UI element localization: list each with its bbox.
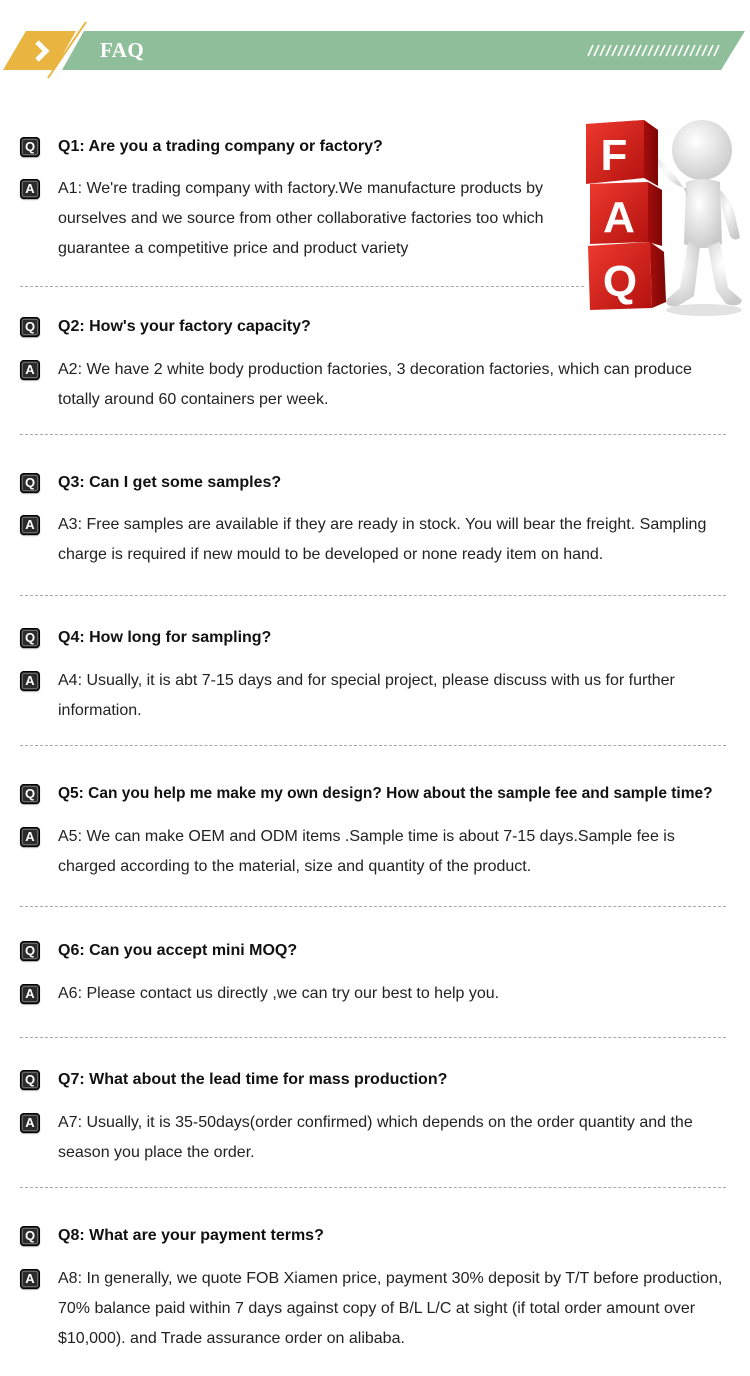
faq-question-row	[20, 784, 713, 804]
faq-question: Q4: How long for sampling?	[58, 629, 272, 646]
faq-answer: A4: Usually, it is abt 7-15 days and for special project, please discuss with us for further information.	[58, 672, 675, 719]
faq-divider	[20, 1187, 726, 1188]
faq-answer-row	[20, 1113, 708, 1168]
answer-badge-icon: A	[20, 1113, 40, 1133]
faq-cubes-figure-illustration	[582, 112, 748, 318]
faq-divider	[20, 745, 726, 746]
faq-question: Q1: Are you a trading company or factory?	[58, 138, 383, 155]
answer-badge-icon: A	[20, 1269, 40, 1289]
faq-divider	[20, 434, 726, 435]
faq-question: Q7: What about the lead time for mass production?	[58, 1071, 448, 1088]
faq-question: Q3: Can I get some samples?	[58, 474, 282, 491]
faq-question-row	[20, 317, 311, 337]
banner-band	[62, 31, 745, 70]
answer-badge-icon: A	[20, 360, 40, 380]
question-badge-icon: Q	[20, 941, 40, 961]
answer-badge-icon: A	[20, 179, 40, 199]
question-badge-icon: Q	[20, 628, 40, 648]
faq-divider	[20, 595, 726, 596]
question-badge-icon: Q	[20, 137, 40, 157]
faq-divider	[20, 906, 726, 907]
faq-answer-row	[20, 671, 698, 726]
question-badge-icon: Q	[20, 784, 40, 804]
faq-answer: A6: Please contact us directly ,we can try our best to help you.	[58, 985, 500, 1002]
faq-question-row	[20, 1070, 447, 1090]
faq-question-row	[20, 473, 281, 493]
faq-answer-row	[20, 1269, 730, 1354]
faq-question: Q5: Can you help me make my own design? How about the sample fee and sample time?	[58, 785, 713, 802]
faq-question: Q6: Can you accept mini MOQ?	[58, 942, 298, 959]
answer-badge-icon: A	[20, 827, 40, 847]
question-badge-icon: Q	[20, 317, 40, 337]
faq-answer-row	[20, 360, 718, 415]
question-badge-icon: Q	[20, 473, 40, 493]
faq-question-row	[20, 1226, 324, 1246]
faq-question: Q2: How's your factory capacity?	[58, 318, 311, 335]
faq-question-row	[20, 941, 297, 961]
faq-answer: A2: We have 2 white body production factories, 3 decoration factories, which can produce totally around 60 containers per week.	[58, 361, 692, 408]
cube-letter-a	[590, 182, 662, 246]
answer-badge-icon: A	[20, 515, 40, 535]
page-title: FAQ	[100, 38, 145, 62]
faq-answer-row	[20, 179, 558, 264]
white-figure	[652, 120, 742, 316]
faq-answer: A5: We can make OEM and ODM items .Sample time is about 7-15 days.Sample fee is charged according to the material, size and quantity of the product.	[58, 828, 675, 875]
faq-question-row	[20, 137, 383, 157]
faq-divider	[20, 286, 584, 287]
svg-text:Q: Q	[602, 257, 638, 306]
svg-text:F: F	[600, 131, 628, 180]
question-badge-icon: Q	[20, 1070, 40, 1090]
banner-accent-shape	[3, 31, 76, 70]
cube-letter-f	[586, 120, 658, 186]
faq-banner	[0, 0, 750, 80]
faq-question: Q8: What are your payment terms?	[58, 1227, 324, 1244]
faq-answer: A7: Usually, it is 35-50days(order confirmed) which depends on the order quantity and the season you place the order.	[58, 1114, 693, 1161]
faq-divider	[20, 1037, 726, 1038]
faq-answer-row	[20, 515, 728, 570]
faq-answer: A3: Free samples are available if they are ready in stock. You will bear the freight. Sampling charge is required if new mould to be developed or none ready item on hand.	[58, 516, 707, 563]
svg-text:A: A	[603, 193, 635, 242]
faq-answer: A1: We're trading company with factory.We manufacture products by ourselves and we source from other collaborative factories too which guarantee a competitive price and product variety	[58, 180, 544, 257]
cube-letter-q	[588, 242, 666, 310]
faq-answer-row	[20, 984, 718, 1009]
answer-badge-icon: A	[20, 984, 40, 1004]
faq-answer-row	[20, 827, 698, 882]
question-badge-icon: Q	[20, 1226, 40, 1246]
faq-answer: A8: In generally, we quote FOB Xiamen price, payment 30% deposit by T/T before production, 70% balance paid within 7 days against copy of B/L L/C at sight (if total order amount over $10,000). and Trade assurance order on alibaba.	[58, 1270, 723, 1347]
faq-question-row	[20, 628, 271, 648]
answer-badge-icon: A	[20, 671, 40, 691]
